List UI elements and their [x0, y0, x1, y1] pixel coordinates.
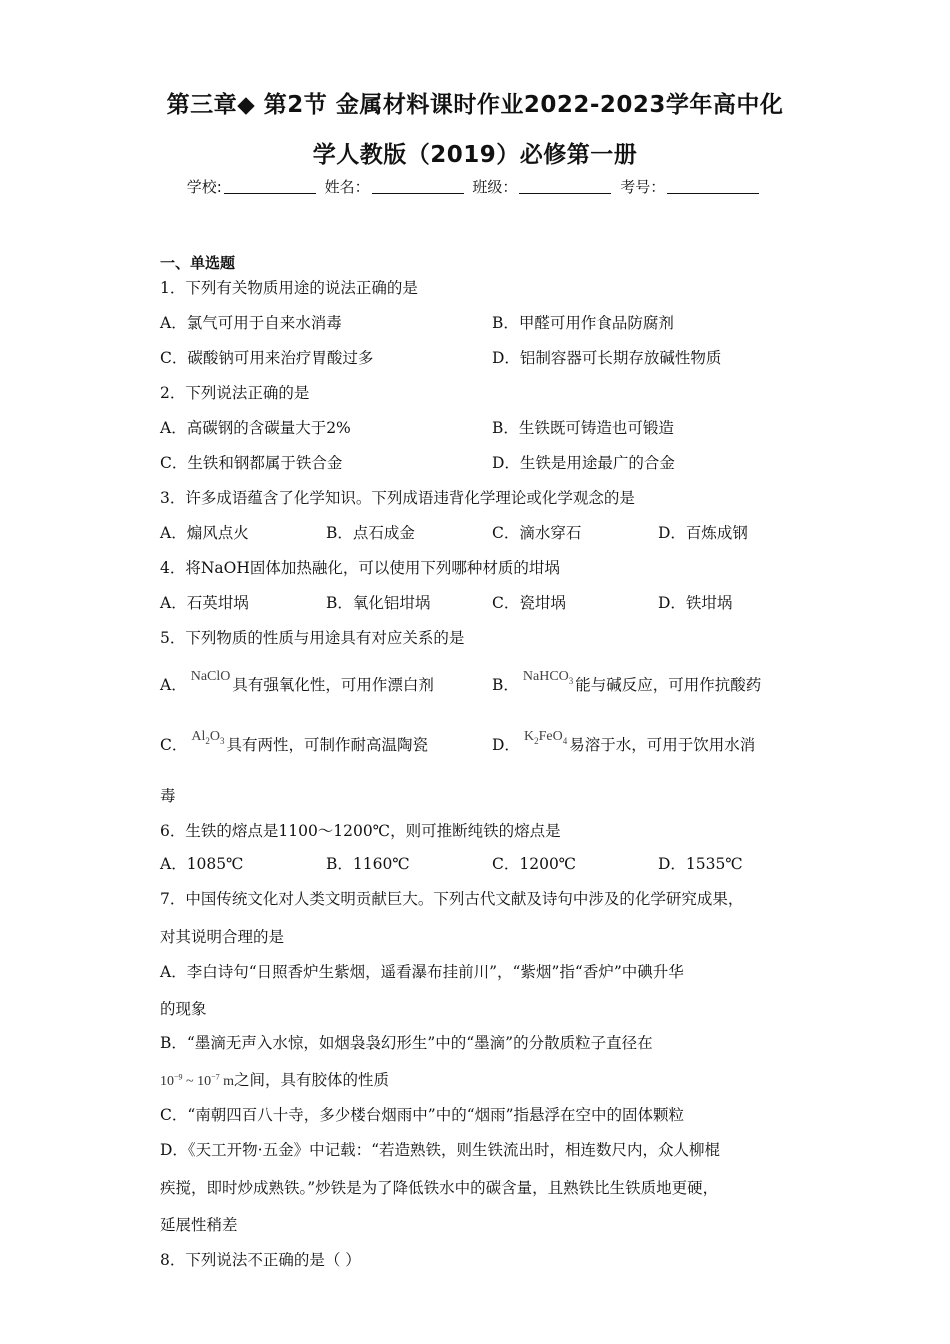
q4-option-b: B．氧化铝坩埚: [326, 594, 431, 612]
q6-option-b: B．1160℃: [326, 855, 410, 873]
q2-option-d: D．生铁是用途最广的合金: [492, 454, 675, 472]
q5-b-formula-sub: 3: [568, 675, 574, 686]
q5-d-label: D．: [492, 736, 520, 754]
q5-c-label: C．: [160, 736, 188, 754]
q7-option-a-line-2: 的现象: [160, 1000, 207, 1018]
q1-option-b: B．甲醛可用作食品防腐剂: [492, 314, 674, 332]
q4-option-d: D．铁坩埚: [658, 594, 733, 612]
title-line-1: 第三章◆ 第2节 金属材料课时作业2022-2023学年高中化: [166, 92, 784, 118]
q7-option-d-line-2: 疾搅，即时炒成熟铁。”炒铁是为了降低铁水中的碳含量，且熟铁比生铁质地更硬，: [160, 1179, 719, 1197]
q5-d-formula-part2: FeO: [538, 729, 563, 744]
q1-stem: 1．下列有关物质用途的说法正确的是: [160, 279, 418, 297]
q5-stem: 5．下列物质的性质与用途具有对应关系的是: [160, 629, 465, 647]
q5-d-formula-sub2: 4: [562, 735, 568, 746]
q5-option-c: [160, 729, 429, 756]
q4-option-c: C．瓷坩埚: [492, 594, 566, 612]
q5-option-d: [492, 729, 756, 756]
q7-option-b-line-1: B．“墨滴无声入水惊，如烟袅袅幻形生”中的“墨滴”的分散质粒子直径在: [160, 1034, 653, 1052]
q5-d-formula: [524, 729, 567, 744]
q3-stem: 3．许多成语蕴含了化学知识。下列成语违背化学理论或化学观念的是: [160, 489, 635, 507]
q5-b-formula-main: NaHCO: [522, 669, 569, 684]
q5-a-text: 具有强氧化性，可用作漂白剂: [232, 676, 434, 694]
q5-c-formula-part1: Al: [191, 729, 206, 744]
q5-c-formula-sub2: 3: [220, 735, 225, 746]
q4-option-a: A．石英坩埚: [160, 594, 249, 612]
q1-option-a: A．氯气可用于自来水消毒: [160, 314, 342, 332]
q1-option-c: C．碳酸钠可用来治疗胃酸过多: [160, 349, 374, 367]
name-blank[interactable]: [372, 179, 464, 194]
name-label: 姓名：: [324, 178, 370, 196]
q5-d-formula-part1: K: [523, 729, 535, 744]
q7-option-a-line-1: A．李白诗句“日照香炉生紫烟，遥看瀑布挂前川”，“紫烟”指“香炉”中碘升华: [160, 963, 684, 981]
q5-c-formula-sub1: 2: [205, 735, 210, 746]
q7-stem-line-2: 对其说明合理的是: [160, 928, 285, 946]
q5-option-a: [160, 669, 434, 695]
title-line-2: 学人教版（2019）必修第一册: [312, 142, 638, 168]
section-title: 一、单选题: [160, 254, 236, 272]
q7-option-c: C．“南朝四百八十寺，多少楼台烟雨中”中的“烟雨”指悬浮在空中的固体颗粒: [160, 1106, 685, 1124]
id-label: 考号：: [620, 178, 666, 196]
q5-b-text: 能与碱反应，可用作抗酸药: [575, 676, 762, 694]
q2-stem: 2．下列说法正确的是: [160, 384, 310, 402]
q5-a-formula: NaClO: [190, 669, 231, 684]
q3-option-d: D．百炼成钢: [658, 524, 748, 542]
school-blank[interactable]: [224, 179, 316, 194]
q5-b-formula: [523, 669, 573, 684]
q3-option-a: A．煽风点火: [160, 524, 249, 542]
q7-option-b-line-2: [160, 1068, 389, 1090]
q7-option-d-line-3: 延展性稍差: [160, 1216, 238, 1234]
q1-option-d: D．铝制容器可长期存放碱性物质: [492, 349, 722, 367]
class-blank[interactable]: [519, 179, 611, 194]
id-blank[interactable]: [667, 179, 759, 194]
q6-option-c: C．1200℃: [492, 855, 577, 873]
q5-b-label: B．: [492, 676, 519, 694]
q5-c-formula-part2: O: [209, 729, 220, 744]
school-label: 学校:: [186, 178, 222, 196]
q2-option-c: C．生铁和钢都属于铁合金: [160, 454, 343, 472]
class-label: 班级：: [472, 178, 518, 196]
q3-option-b: B．点石成金: [326, 524, 415, 542]
q7-b-exp-1: −9: [174, 1072, 183, 1082]
q2-option-b: B．生铁既可铸造也可锻造: [492, 419, 674, 437]
q5-d-formula-sub1: 2: [534, 735, 539, 746]
q7-option-d-line-1: D．《天工开物·五金》中记载：“若造熟铁，则生铁流出时，相连数尺内，众人柳棍: [160, 1141, 721, 1159]
q6-stem: 6．生铁的熔点是1100～1200℃，则可推断纯铁的熔点是: [160, 822, 561, 840]
q2-option-a: A．高碳钢的含碳量大于2%: [160, 419, 351, 437]
q7-b-tilde: ~: [182, 1074, 198, 1089]
q4-stem: 4．将NaOH固体加热融化，可以使用下列哪种材质的坩埚: [160, 559, 560, 577]
q7-b-line-2-text: 之间，具有胶体的性质: [234, 1071, 390, 1089]
q5-option-b: [492, 669, 762, 696]
q7-b-unit: m: [219, 1074, 234, 1089]
q5-d-text: 易溶于水，可用于饮用水消: [569, 736, 756, 754]
q6-option-d: D．1535℃: [658, 855, 743, 873]
student-info: [0, 176, 950, 197]
q7-b-base-2: 10: [197, 1074, 212, 1089]
q8-stem: 8．下列说法不正确的是（ ）: [160, 1251, 361, 1269]
q7-b-exp-2: −7: [211, 1072, 220, 1082]
q5-d-continued: 毒: [160, 787, 176, 805]
q3-option-c: C．滴水穿石: [492, 524, 582, 542]
q5-c-text: 具有两性，可制作耐高温陶瓷: [226, 736, 429, 754]
q5-a-label: A．: [160, 676, 187, 694]
q5-c-formula: [191, 729, 224, 744]
q7-stem-line-1: 7．中国传统文化对人类文明贡献巨大。下列古代文献及诗句中涉及的化学研究成果，: [160, 890, 744, 908]
q7-b-base-1: 10: [160, 1074, 174, 1089]
q6-option-a: A．1085℃: [160, 855, 244, 873]
q7-b-range: [160, 1074, 234, 1089]
